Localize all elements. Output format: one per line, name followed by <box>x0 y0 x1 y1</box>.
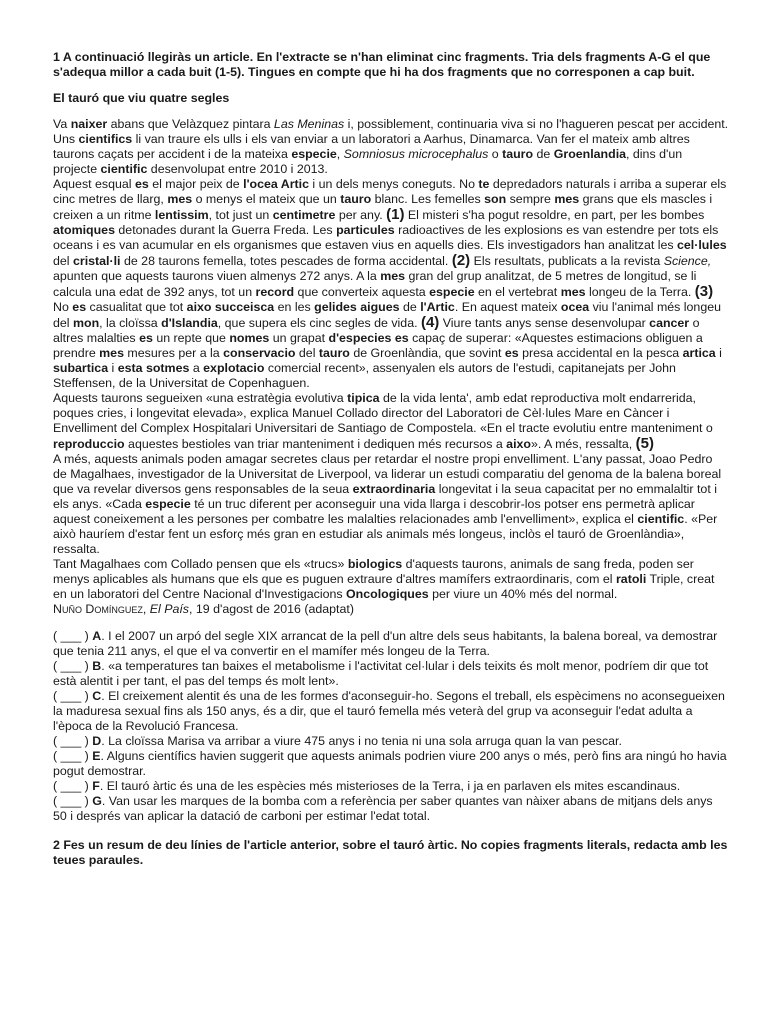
text: Aquests taurons segueixen «una estratègia evolutiva <box>53 391 348 405</box>
text: o altres malalties <box>53 316 700 345</box>
text: viu l'animal més longeu del <box>53 300 722 330</box>
text: del <box>295 346 319 360</box>
option-letter: C <box>92 689 102 703</box>
highlight-word: es <box>504 346 519 360</box>
exercise-page <box>53 50 729 868</box>
article-paragraph-3 <box>53 391 729 452</box>
answer-blank[interactable]: ( ___ ) <box>53 659 93 673</box>
highlight-word: d'Islandia <box>161 316 218 330</box>
text: un grapat <box>269 331 329 345</box>
highlight-word: son <box>484 192 507 206</box>
highlight-word: record <box>255 285 295 299</box>
text: en les <box>274 300 315 314</box>
text: Viure tants anys sense desenvolupar <box>439 316 650 330</box>
highlight-word: Groenlandia <box>553 147 627 161</box>
text: grans que els mascles i creixen a un ritme <box>53 192 713 222</box>
highlight-word: mes <box>560 285 586 299</box>
text: , la cloïssa <box>99 316 162 330</box>
article-paragraph-5 <box>53 557 729 602</box>
answer-blank[interactable]: ( ___ ) <box>53 794 93 808</box>
highlight-word: especie <box>429 285 475 299</box>
text: comercial recent», assenyalen els autors de l'estudi, capitanejats per John Steffensen, de la Universitat de Copenhaguen. <box>53 361 676 390</box>
fragment-option-e <box>53 749 729 779</box>
text: longeu de la Terra. <box>585 285 695 299</box>
text: blanc. Les femelles <box>371 192 485 206</box>
gap-marker-1: (1) <box>386 206 405 223</box>
text: el major peix de <box>148 177 244 191</box>
option-letter: D <box>92 734 102 748</box>
text: . En aquest mateix <box>454 300 561 314</box>
article-paragraph-2 <box>53 177 729 391</box>
highlight-word: mes <box>99 346 124 360</box>
text: . «Per això hauríem d'estar fent un esforç més gran en estudiar als animals més longeus, inclòs el tauró de Groenlàndia», ressalta. <box>53 512 718 556</box>
text: o menys el mateix que un <box>192 192 341 206</box>
text: Va <box>53 117 71 131</box>
highlight-word: es <box>139 331 153 345</box>
fragment-options-list <box>53 629 729 824</box>
highlight-word: artica <box>682 346 716 360</box>
highlight-word: es <box>72 300 87 314</box>
highlight-word: cientific <box>637 512 685 526</box>
highlight-word: mes <box>380 269 406 283</box>
highlight-word: mes <box>167 192 193 206</box>
option-text: . El tauró àrtic és una de les espècies més misterioses de la Terra, i ja en parlaven els mites escandinaus. <box>99 779 681 793</box>
text: i <box>715 346 722 360</box>
text: , dins d'un projecte <box>53 147 683 176</box>
text: Tant Magalhaes com Collado pensen que els «trucs» <box>53 557 348 571</box>
text: Triple, creat en un laboratori del Centre Nacional d'Investigacions <box>53 572 715 601</box>
text: i un dels menys coneguts. No <box>308 177 479 191</box>
text: casualitat que tot <box>86 300 187 314</box>
highlight-word: centimetre <box>272 208 336 222</box>
text: a <box>189 361 204 375</box>
article-paragraph-1 <box>53 117 729 177</box>
answer-blank[interactable]: ( ___ ) <box>53 689 93 703</box>
highlight-word: tauro <box>340 192 372 206</box>
text: de Groenlàndia, que sovint <box>349 346 505 360</box>
newspaper-name: El País <box>149 602 189 616</box>
highlight-word: conservacio <box>223 346 296 360</box>
fragment-option-c <box>53 689 729 734</box>
highlight-word: atomiques <box>53 223 115 237</box>
fragment-option-g <box>53 794 729 824</box>
highlight-word: tauro <box>318 346 350 360</box>
text: i, possiblement, continuaria viva si no l'hagueren pescat per accident. Uns <box>53 117 729 146</box>
highlight-word: l'ocea Artic <box>243 177 309 191</box>
question-2-instructions: 2 Fes un resum de deu línies de l'article anterior, sobre el tauró àrtic. No copies fragments literals, redacta amb les teues paraules. <box>53 838 728 867</box>
text: de 28 taurons femella, totes pescades de forma accidental. <box>120 254 452 268</box>
text: d'aquests taurons, animals de sang freda, poden ser menys aplicables als humans que els que es puguen extraure d'altres mamífers extraordinaris, com el <box>53 557 694 586</box>
text: , tot just un <box>208 208 273 222</box>
article-byline <box>53 602 729 617</box>
text: aquestes bestioles van triar manteniment i dediquen més recursos a <box>124 437 507 451</box>
text: del <box>53 254 73 268</box>
fragment-option-f <box>53 779 729 794</box>
text: ». A més, ressalta, <box>530 437 636 451</box>
highlight-word: te <box>478 177 490 191</box>
text: de la vida lenta', amb edat reproductiva molt endarrerida, poques cries, i longevitat elevada», explica Manuel Collado director del Laboratori de Cèl·lules Mare en Càncer i Envelliment del Complex Hospitalari Universitari de Santiago de Compostela. «En el tracte evolutiu entre manteniment o <box>53 391 713 435</box>
text: té un truc diferent per aconseguir una vida llarga i descobrir-los potser ens permetrà aplicar aquest coneixement a les persones per combatre les malalties relacionades amb l'envelliment», explica el <box>53 497 695 526</box>
highlight-word: tauro <box>502 147 534 161</box>
text: radioactives de les explosions es van estendre per tots els oceans i es van acumular en els organismes que estaven vius en aquells dies. Els investigadors han analitzat les <box>53 223 719 252</box>
answer-blank[interactable]: ( ___ ) <box>53 779 93 793</box>
highlight-word: ocea <box>560 300 590 314</box>
text: Els resultats, publicats a la revista <box>470 254 664 268</box>
fragment-option-b <box>53 659 729 689</box>
text: abans que Velàzquez pintara <box>107 117 274 131</box>
italic-text: Somniosus microcephalus <box>343 147 489 161</box>
highlight-word: biologics <box>347 557 403 571</box>
highlight-word: esta sotmes <box>117 361 190 375</box>
gap-marker-2: (2) <box>451 252 471 269</box>
text: i <box>108 361 118 375</box>
text: detonades durant la Guerra Freda. Les <box>114 223 337 237</box>
italic-text: Las Meninas <box>273 117 345 131</box>
text: A més, aquests animals poden amagar secretes claus per retardar el nostre propi envelliment. L'any passat, Joao Pedro de Magalhaes, investigador de la Universitat de Liverpool, va liderar un estudi comparatiu del genoma de la balena boreal que va revelar diversos gens responsables de la seua <box>53 452 722 496</box>
highlight-word: aixo succeisca <box>186 300 275 314</box>
text: presa accidental en la pesca <box>518 346 683 360</box>
highlight-word: Oncologiques <box>346 587 429 601</box>
gap-marker-5: (5) <box>635 435 654 452</box>
text: mesures per a la <box>123 346 224 360</box>
fragment-option-d <box>53 734 729 749</box>
fragment-option-a <box>53 629 729 659</box>
text: que converteix aquesta <box>294 285 430 299</box>
text: longevitat i la seua capacitat per no emmalaltir tot i els anys. «Cada <box>53 482 717 511</box>
text: li van traure els ulls i els van enviar a un laboratori a Aarhus, Dinamarca. Van fer el mateix amb altres taurons caçats per accident i de la mateixa <box>53 132 690 161</box>
option-letter: F <box>92 779 100 793</box>
option-text: . Alguns científics havien suggerit que aquests animals podrien viure 200 anys o més, però fins ara ningú ho havia pogut demostrar. <box>53 749 727 778</box>
highlight-word: ratoli <box>615 572 647 586</box>
highlight-word: lentissim <box>154 208 209 222</box>
option-text: . «a temperatures tan baixes el metabolisme i l'activitat cel·lular i dels teixits és molt menor, podríem dir que tot està alentit i per tant, el pas del temps és molt lent». <box>53 659 709 688</box>
text: en el vertebrat <box>474 285 561 299</box>
highlight-word: cancer <box>649 316 690 330</box>
gap-marker-4: (4) <box>420 314 440 331</box>
text: , <box>336 147 344 161</box>
option-letter: A <box>92 629 102 643</box>
highlight-word: aixo <box>506 437 531 451</box>
text: apunten que aquests taurons viuen almenys 272 anys. A la <box>53 269 381 283</box>
highlight-word: cientific <box>100 162 148 176</box>
text: per any. <box>335 208 387 222</box>
highlight-word: cristal·li <box>72 254 121 268</box>
highlight-word: subartica <box>53 361 109 375</box>
highlight-word: especie <box>145 497 191 511</box>
text: gran del grup analitzat, de 5 metres de longitud, se li calcula una edat de 392 anys, tot un <box>53 269 697 299</box>
highlight-word: extraordinaria <box>352 482 436 496</box>
answer-blank[interactable]: ( ___ ) <box>53 734 93 748</box>
answer-blank[interactable]: ( ___ ) <box>53 629 93 643</box>
option-letter: E <box>92 749 101 763</box>
option-letter: B <box>92 659 102 673</box>
text: o <box>488 147 503 161</box>
highlight-word: mon <box>72 316 100 330</box>
option-text: . El creixement alentit és una de les formes d'aconseguir-ho. Segons el treball, els espècimens no aconsegueixen la maduresa sexual fins als 150 anys, és a dir, que el tauró femella més veterà del grup va aconseguir l'edat adulta a l'època de la Revolució Francesa. <box>53 689 725 733</box>
author-name: Nuño Domínguez <box>53 602 143 616</box>
option-text: . I el 2007 un arpó del segle XIX arrancat de la pell d'un altre dels seus habitants, la balena boreal, va demostrar que tenia 211 anys, el que el va convertir en el mamífer més longeu de la Terra. <box>53 629 718 658</box>
highlight-word: cientifics <box>78 132 133 146</box>
text: un repte que <box>152 331 230 345</box>
highlight-word: naixer <box>70 117 108 131</box>
highlight-word: particules <box>336 223 395 237</box>
text: capaç de superar: «Aquestes estimacions obliguen a prendre <box>53 331 703 360</box>
text: , que supera els cinc segles de vida. <box>217 316 421 330</box>
highlight-word: l'Artic <box>420 300 455 314</box>
text: per viure un 40% més del normal. <box>428 587 618 601</box>
text: de <box>399 300 421 314</box>
answer-blank[interactable]: ( ___ ) <box>53 749 93 763</box>
highlight-word: tipica <box>347 391 380 405</box>
text: de <box>533 147 554 161</box>
article-title: El tauró que viu quatre segles <box>53 91 230 105</box>
text: El misteri s'ha pogut resoldre, en part, per les bombes <box>404 208 705 222</box>
highlight-word: mes <box>554 192 580 206</box>
highlight-word: explotacio <box>203 361 265 375</box>
highlight-word: nomes <box>229 331 270 345</box>
highlight-word: cel·lules <box>677 238 727 252</box>
text: sempre <box>506 192 555 206</box>
highlight-word: d'especies es <box>328 331 409 345</box>
text: , <box>142 602 150 616</box>
italic-text: Science, <box>663 254 712 268</box>
option-text: . La cloïssa Marisa va arribar a viure 475 anys i no tenia ni una sola arruga quan la van pescar. <box>101 734 622 748</box>
highlight-word: especie <box>291 147 337 161</box>
highlight-word: reproduccio <box>53 437 125 451</box>
text: No <box>53 300 73 314</box>
text: desenvolupat entre 2010 i 2013. <box>147 162 328 176</box>
publication-date: , 19 d'agost de 2016 (adaptat) <box>189 602 354 616</box>
option-text: . Van usar les marques de la bomba com a referència per saber quantes van nàixer abans de mitjans dels anys 50 i després van aplicar la datació de carboni per estimar l'edat total. <box>53 794 713 823</box>
highlight-word: es <box>134 177 149 191</box>
text: depredadors naturals i arriba a superar els cinc metres de llarg, <box>53 177 727 206</box>
highlight-word: gelides aigues <box>314 300 400 314</box>
option-letter: G <box>92 794 102 808</box>
question-1-instructions: 1 A continuació llegiràs un article. En l'extracte se n'han eliminat cinc fragments. Tria dels fragments A-G el que s'adequa millor a cada buit (1-5). Tingues en compte que hi ha dos fragments que no corresponen a cap buit. <box>53 50 711 79</box>
text: Aquest esqual <box>53 177 135 191</box>
article-paragraph-4 <box>53 452 729 557</box>
gap-marker-3: (3) <box>694 283 714 300</box>
